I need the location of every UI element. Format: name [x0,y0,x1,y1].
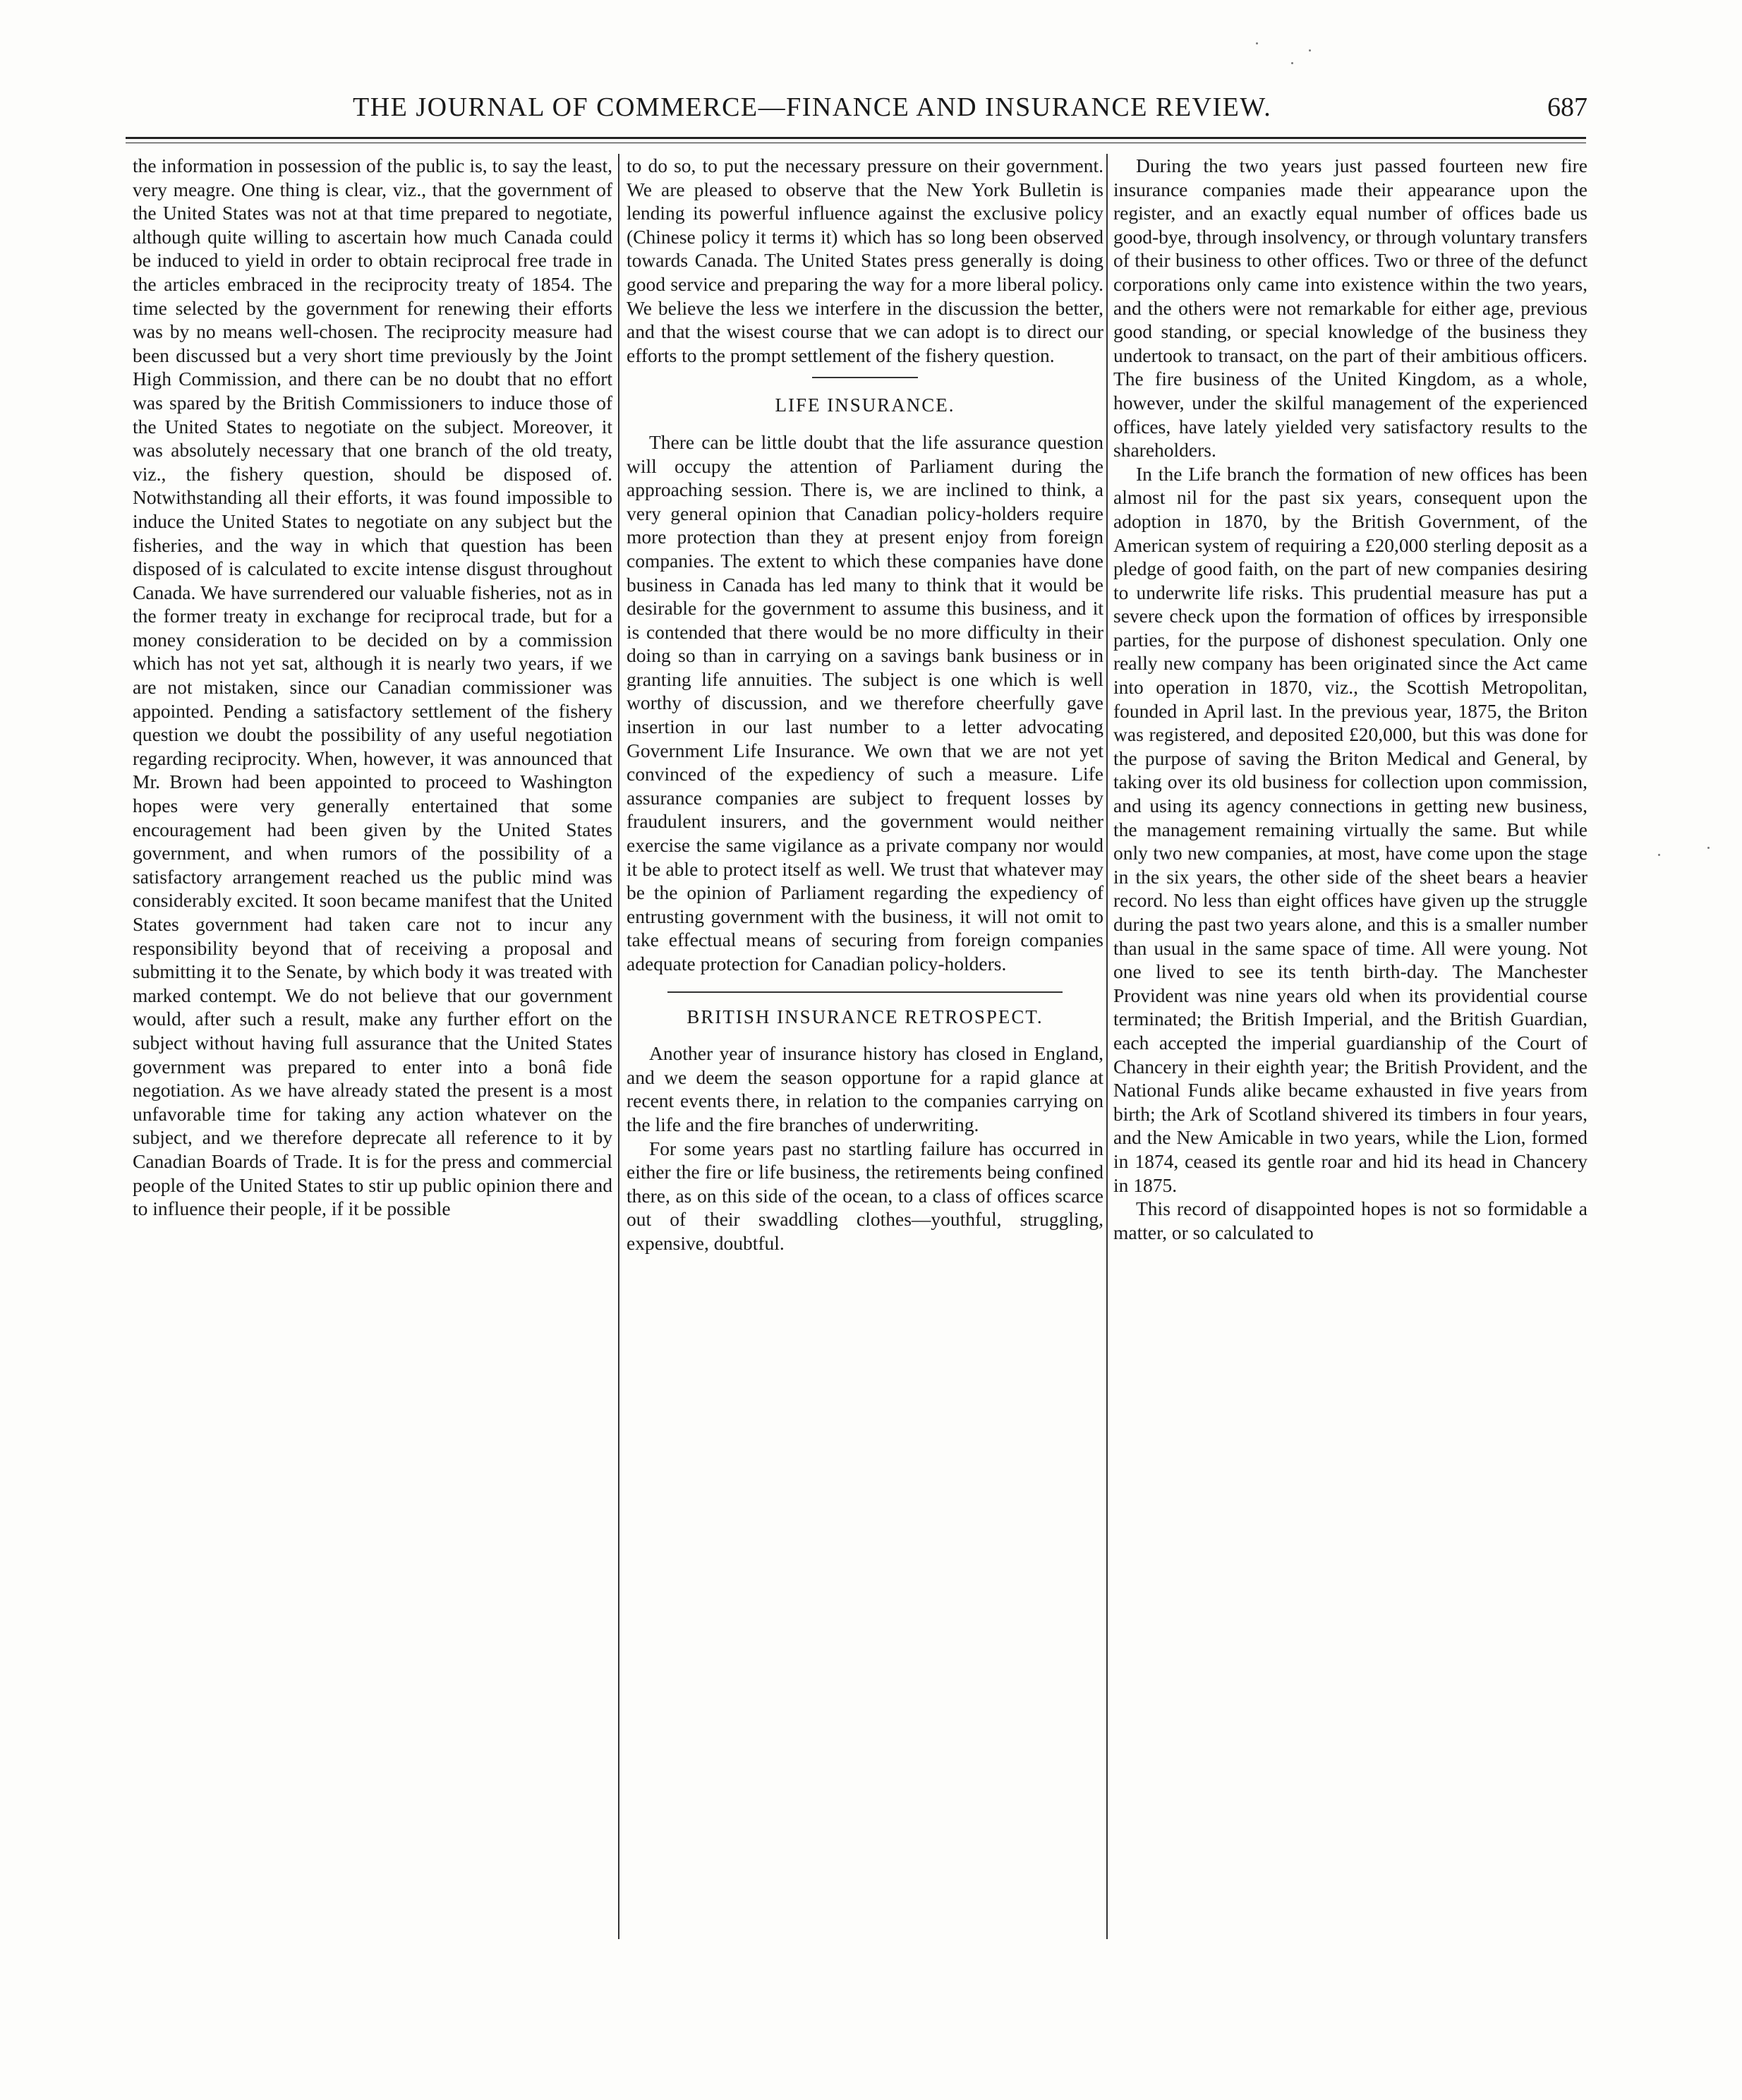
reciprocity-article-continued: to do so, to put the necessary pressure on their government. We are pleased to observe that the New York Bulletin is lending its powerful influence against the exclusive policy (Chinese policy it terms it) which has so long been observed towards Canada. The United States press generally is doing good service and preparing the way for a more liberal policy. We believe the less we interfere in the discussion the better, and that the wisest course that we can adopt is to direct our efforts to the prompt settlement of the fishery question. [627,155,1103,366]
paper-speck [1291,62,1293,64]
retrospect-paragraph-1: Another year of insurance history has closed in England, and we deem the season opportune for a rapid glance at recent events there, in relation to the companies carrying on the life and the fire branches of underwriting. [627,1042,1103,1135]
paper-speck [1658,854,1660,856]
page-number: 687 [1547,92,1587,122]
column-2 [627,154,1103,1255]
page-header [127,92,1587,134]
retrospect-paragraph-5: This record of disappointed hopes is not so formidable a matter, or so calculated to [1113,1197,1587,1243]
column-divider-2 [1106,154,1108,1939]
column-3 [1113,154,1587,1244]
section-divider [667,991,1063,993]
reciprocity-article-text: the information in possession of the public is, to say the least, very meagre. One thing is clear, viz., that the government of the United States was not at that time prepared to negotiate, although quite willing to ascertain how much Canada could be induced to yield in order to obtain reciprocal free trade in the articles embraced in the reciprocity treaty of 1854. The time selected by the government for renewing their efforts was by no means well-chosen. The reciprocity measure had been discussed but a very short time previously by the Joint High Commission, and there can be no doubt that no effort was spared by the British Commissioners to induce those of the United States to negotiate on the subject. Moreover, it was absolutely necessary that one branch of the old treaty, viz., the fishery question, should be disposed of. Notwithstanding all their efforts, it was found impossible to induce the United States to negotiate on any subject but the fisheries, and the way in which that question has been disposed of is calculated to excite intense disgust throughout Canada. We have surrendered our valuable fisheries, not as in the former treaty in exchange for reciprocal trade, but for a money consideration to be decided on by a commission which has not yet sat, although it is nearly two years, if we are not mistaken, since our Canadian commissioner was appointed. Pending a satisfactory settlement of the fishery question we doubt the possibility of any useful negotiation regarding reciprocity. When, however, it was announced that Mr. Brown had been appointed to proceed to Washington hopes were very generally entertained that some encouragement had been given by the United States government, and when rumors of the possibility of a satisfactory arrangement reached us the public mind was considerably excited. It soon became manifest that the United States government had taken care not to incur any responsibility beyond that of receiving a proposal and submitting it to the Senate, by which body it was treated with marked contempt. We do not believe that our government would, after such a result, make any further effort on the subject without having full assurance that the United States government was prepared to enter into a bonâ fide negotiation. As we have already stated the present is a most unfavorable time for taking any action whatever on the subject, and we therefore deprecate all reference to it by Canadian Boards of Trade. It is for the press and commercial people of the United States to stir up public opinion there and to influence their people, if it be possible [133,155,612,1220]
retrospect-paragraph-3: During the two years just passed fourteen new fire insurance companies made their appearance upon the register, and an exactly equal number of offices bade us good-bye, through insolvency, or through voluntary transfers of their business to other offices. Two or three of the defunct corporations only came into existence within the two years, and the others were not remarkable for either age, previous good standing, or special knowledge of the business they undertook to transact, on the part of their ambitious officers. The fire business of the United Kingdom, as a whole, however, under the skilful management of the experienced offices, have lately yielded very satisfactory results to the shareholders. [1113,155,1587,461]
header-rule-thick [126,137,1586,139]
retrospect-paragraph-2: For some years past no startling failure has occurred in either the fire or life business, the retirements being confined there, as on this side of the ocean, to a class of offices scarce out of their swaddling clothes—youthful, struggling, expensive, doubtful. [627,1137,1103,1254]
column-1 [133,154,612,1221]
column-divider-1 [618,154,619,1939]
life-insurance-paragraph: There can be little doubt that the life assurance question will occupy the attention of Parliament during the approaching session. There is, we are inclined to think, a very general opinion that Canadian policy-holders require more protection than they at present enjoy from foreign companies. The extent to which these companies have done business in Canada has led many to think that it would be desirable for the government to assume this business, and it is contended that there would be no more difficulty in their doing so than in carrying on a savings bank business or in granting life annuities. The subject is one which is well worthy of discussion, and we therefore cheerfully gave insertion in our last number to a letter advocating Government Life Insurance. We own that we are not yet convinced of the expediency of such a measure. Life assurance companies are subject to frequent losses by fraudulent insurers, and the government would neither exercise the same vigilance as a private company nor would it be able to protect itself as well. We trust that whatever may be the opinion of Parliament regarding the expediency of entrusting government with the business, it will not omit to take effectual means of securing from foreign companies adequate protection for Canadian policy-holders. [627,430,1103,974]
paper-speck [1309,49,1311,52]
section-divider [812,377,918,378]
paper-speck [1707,847,1710,849]
journal-title: THE JOURNAL OF COMMERCE—FINANCE AND INSURANCE REVIEW. [353,92,1272,122]
british-insurance-heading: BRITISH INSURANCE RETROSPECT. [686,1006,1044,1027]
life-insurance-heading: LIFE INSURANCE. [775,394,955,416]
paper-speck [1256,42,1258,44]
retrospect-paragraph-4: In the Life branch the formation of new offices has been almost nil for the past six years, consequent upon the adoption in 1870, by the British Government, of the American system of requiring a £20,000 sterling deposit as a pledge of good faith, on the part of new companies desiring to underwrite life risks. This prudential measure has put a severe check upon the formation of offices by irresponsible parties, for the purpose of dishonest speculation. Only one really new company has been originated since the Act came into operation in 1870, viz., the Scottish Metropolitan, founded in April last. In the previous year, 1875, the Briton was registered, and deposited £20,000, but this was done for the purpose of saving the Briton Medical and General, by taking over its old business for collection upon commission, and using its agency connections in getting new business, the management remaining virtually the same. But while only two new companies, at most, have come upon the stage in the six years, the other side of the sheet bears a heavier record. No less than eight offices have given up the struggle during the past two years alone, and this is a smaller number than usual in the same space of time. All were young. Not one lived to see its tenth birth-day. The Manchester Provident was nine years old when its providential course terminated; the British Imperial, and the British Guardian, each accepted the imperial guardianship of the Court of Chancery in their eighth year; the British Provident, and the National Funds alike became exhausted in five years from birth; the Ark of Scotland shivered its timbers in four years, and the New Amicable in two years, while the Lion, formed in 1874, ceased its gentle roar and hid its head in Chancery in 1875. [1113,462,1587,1196]
